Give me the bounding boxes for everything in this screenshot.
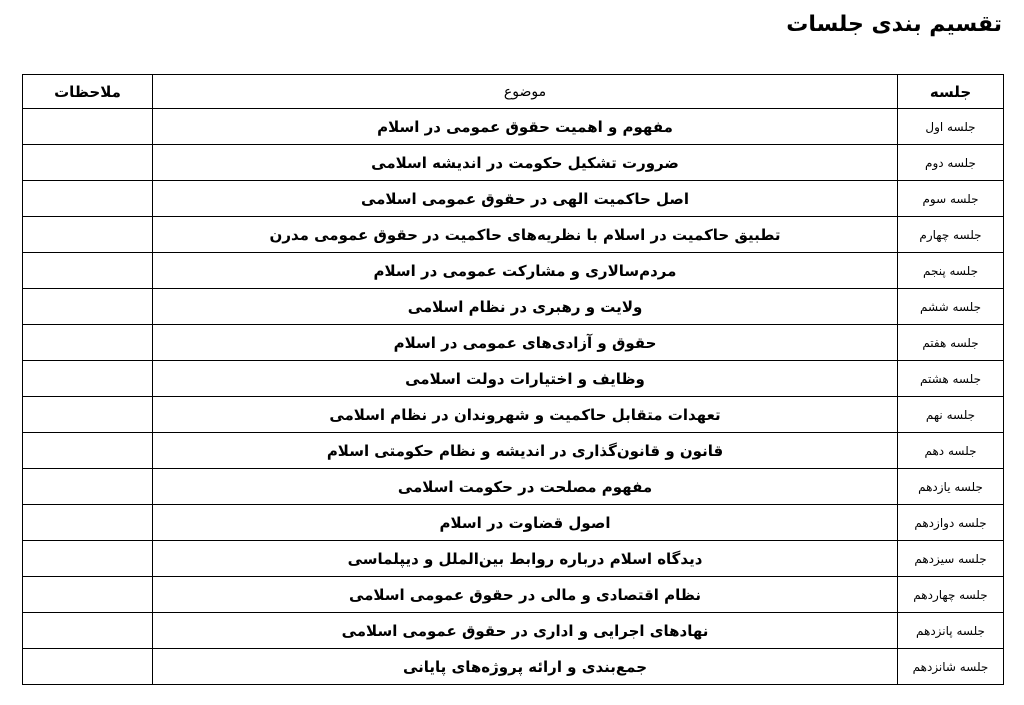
session-label: جلسه پانزدهم: [898, 613, 1004, 649]
session-notes: [23, 181, 153, 217]
session-label: جلسه چهارم: [898, 217, 1004, 253]
session-label: جلسه سیزدهم: [898, 541, 1004, 577]
page-title: تقسیم بندی جلسات: [786, 12, 1002, 37]
table-row: [23, 253, 1004, 289]
table-row: [23, 217, 1004, 253]
session-topic: دیدگاه اسلام درباره روابط بین‌الملل و دیپلماسی: [153, 541, 898, 577]
session-topic: نهادهای اجرایی و اداری در حقوق عمومی اسلامی: [153, 613, 898, 649]
table-row: [23, 505, 1004, 541]
session-label: جلسه اول: [898, 109, 1004, 145]
session-topic: مردم‌سالاری و مشارکت عمومی در اسلام: [153, 253, 898, 289]
session-topic: ضرورت تشکیل حکومت در اندیشه اسلامی: [153, 145, 898, 181]
session-notes: [23, 217, 153, 253]
session-notes: [23, 145, 153, 181]
table-row: [23, 145, 1004, 181]
session-topic: تعهدات متقابل حاکمیت و شهروندان در نظام اسلامی: [153, 397, 898, 433]
session-notes: [23, 325, 153, 361]
session-topic: حقوق و آزادی‌های عمومی در اسلام: [153, 325, 898, 361]
session-notes: [23, 469, 153, 505]
session-topic: قانون و قانون‌گذاری در اندیشه و نظام حکومتی اسلام: [153, 433, 898, 469]
header-notes: ملاحظات: [23, 75, 153, 109]
table-row: [23, 397, 1004, 433]
table-row: [23, 577, 1004, 613]
session-label: جلسه هشتم: [898, 361, 1004, 397]
session-label: جلسه دوم: [898, 145, 1004, 181]
table-row: [23, 109, 1004, 145]
session-topic: نظام اقتصادی و مالی در حقوق عمومی اسلامی: [153, 577, 898, 613]
session-notes: [23, 397, 153, 433]
header-topic: موضوع: [153, 75, 898, 109]
session-label: جلسه چهاردهم: [898, 577, 1004, 613]
session-topic: تطبیق حاکمیت در اسلام با نظریه‌های حاکمیت در حقوق عمومی مدرن: [153, 217, 898, 253]
header-session: جلسه: [898, 75, 1004, 109]
session-notes: [23, 649, 153, 685]
session-label: جلسه یازدهم: [898, 469, 1004, 505]
session-notes: [23, 289, 153, 325]
session-topic: مفهوم مصلحت در حکومت اسلامی: [153, 469, 898, 505]
sessions-table: [22, 74, 1004, 685]
session-topic: وظایف و اختیارات دولت اسلامی: [153, 361, 898, 397]
session-label: جلسه پنجم: [898, 253, 1004, 289]
session-notes: [23, 361, 153, 397]
session-topic: جمع‌بندی و ارائه پروژه‌های پایانی: [153, 649, 898, 685]
session-label: جلسه سوم: [898, 181, 1004, 217]
session-notes: [23, 577, 153, 613]
table-row: [23, 325, 1004, 361]
session-notes: [23, 253, 153, 289]
table-row: [23, 469, 1004, 505]
session-topic: مفهوم و اهمیت حقوق عمومی در اسلام: [153, 109, 898, 145]
session-label: جلسه نهم: [898, 397, 1004, 433]
session-topic: اصل حاکمیت الهی در حقوق عمومی اسلامی: [153, 181, 898, 217]
session-label: جلسه هفتم: [898, 325, 1004, 361]
table-row: [23, 181, 1004, 217]
session-label: جلسه دهم: [898, 433, 1004, 469]
table-row: [23, 613, 1004, 649]
table-header-row: [23, 75, 1004, 109]
session-topic: اصول قضاوت در اسلام: [153, 505, 898, 541]
session-notes: [23, 613, 153, 649]
table-row: [23, 541, 1004, 577]
session-notes: [23, 541, 153, 577]
table-row: [23, 289, 1004, 325]
session-notes: [23, 109, 153, 145]
table-body: [23, 109, 1004, 685]
table-row: [23, 433, 1004, 469]
session-notes: [23, 433, 153, 469]
table-row: [23, 649, 1004, 685]
session-notes: [23, 505, 153, 541]
table-row: [23, 361, 1004, 397]
session-label: جلسه شانزدهم: [898, 649, 1004, 685]
session-label: جلسه ششم: [898, 289, 1004, 325]
session-label: جلسه دوازدهم: [898, 505, 1004, 541]
session-topic: ولایت و رهبری در نظام اسلامی: [153, 289, 898, 325]
